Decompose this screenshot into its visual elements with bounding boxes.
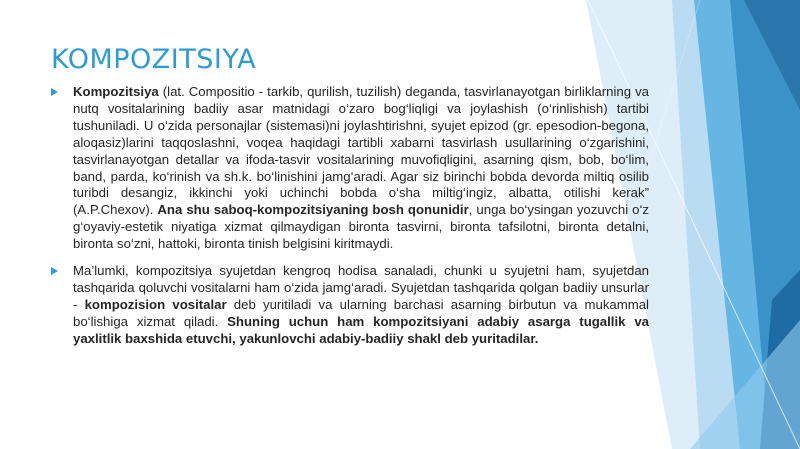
slide-content [51,84,649,358]
triangle-bullet-icon [51,267,58,275]
emphasis-text: Shuning uchun ham kompozitsiyani adabiy asarga tugallik va yaxlitlik baxshida etuvchi, yakunlovchi adabiy-badiiy shakl deb yuritadilar. [73,313,649,346]
term-kompozitsiya: Kompozitsiya [73,84,159,99]
bullet-text: (lat. Compositio - tarkib, qurilish, tuzilish) deganda, tasvirlanayotgan birliklarning va nutq vositalarining badiiy asar matnidagi o‘zaro bog‘liqligi va joylashish (o‘rinlishish) tartibi tushuniladi. U o‘zida personajlar (sistemasi)ni joylashtirishni, syujet epizod (gr. epesodion-begona, aloqasiz)larini taqqoslashni, voqea haqidagi tartibli xabarni tasvirlash usullarining o‘zgarishini, tasvirlanayotgan detallar va ifoda-tasvir vositalarining muvofiqligini, asarning qism, bob, bo‘lim, band, parda, ko‘rinish va sh.k. bo‘linishini jamg‘aradi. Agar siz birinchi bobda devorda miltiq osilib turibdi desangiz, ikkinchi yoki uchinchi bobda o‘sha miltig‘ingiz, albatta, otilishi kerak” (A.P.Chexov). [73,84,649,218]
bullet-text: Ma’lumki, kompozitsiya syujetdan kengroq hodisa sanaladi, chunki u syujetni ham, syujetdan tashqarida qoluvchi vositalarni ham o‘zida jamg‘aradi. Syujetdan tashqarida qolgan badiiy unsurlar - [73,263,649,312]
term-kompozision-vositalar: kompozision vositalar [84,296,227,312]
bullet-item-2 [51,263,649,348]
bullet-text: deb yuritiladi va ularning barchasi asarning birbutun va mukammal bo‘lishiga xizmat qiladi. [73,296,649,329]
bullet-text: , unga bo‘ysingan yozuvchi o‘z g‘oyaviy-estetik niyatiga xizmat qilmaydigan bironta tasvirni, bironta tafsilotni, bironta detalni, bironta so‘zni, hattoki, bironta tinish belgisini kiritmaydi. [73,202,650,252]
slide-title: KOMPOZITSIYA [51,44,257,75]
emphasis-text: Ana shu saboq-kompozitsiyaning bosh qonunidir [157,202,469,218]
triangle-bullet-icon [51,88,58,96]
bullet-item-1 [51,84,649,253]
